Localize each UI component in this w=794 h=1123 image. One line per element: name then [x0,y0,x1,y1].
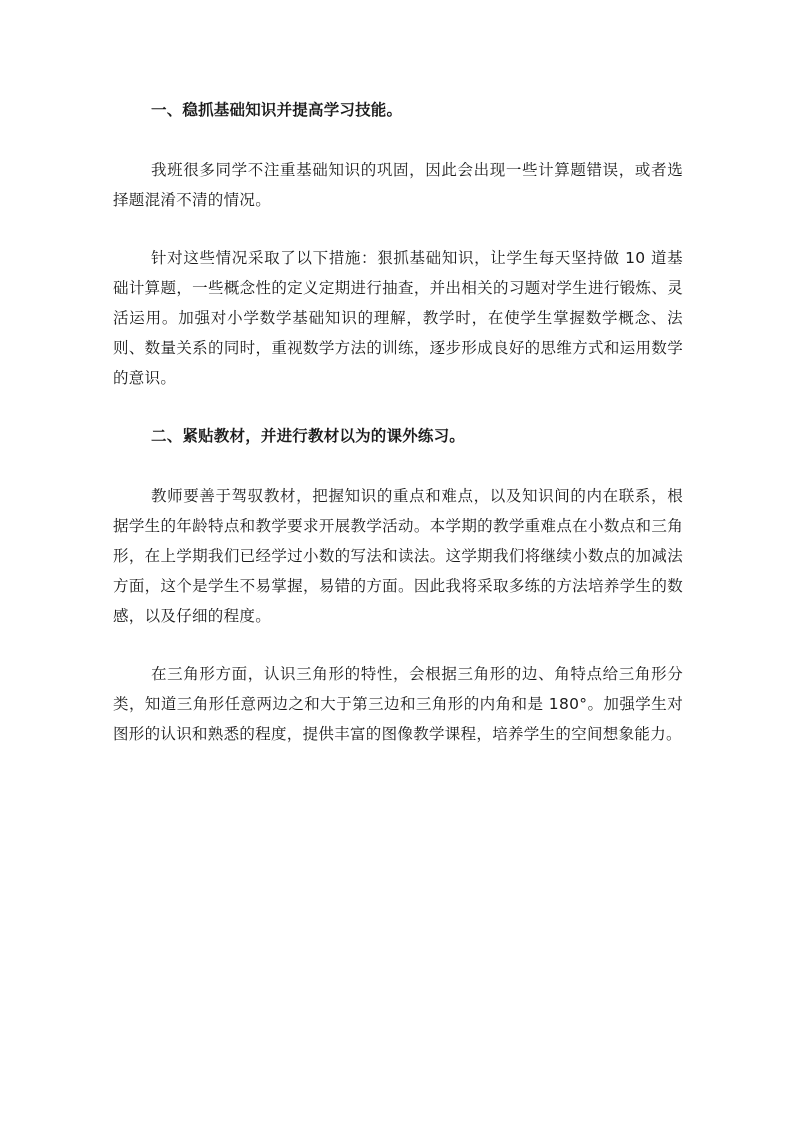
spacer [113,215,683,243]
document-body [113,95,683,749]
section-2-heading: 二、紧贴教材，并进行教材以为的课外练习。 [151,427,466,445]
spacer [113,451,683,481]
section-1-paragraph-2: 针对这些情况采取了以下措施：狠抓基础知识，让学生每天坚持做 10 道基础计算题，一些概念性的定义定期进行抽查，并出相关的习题对学生进行锻炼、灵活运用。加强对小学数学基础知识的理解，教学时，在使学生掌握数学概念、法则、数量关系的同时，重视数学方法的训练，逐步形成良好的思维方式和运用数学的意识。 [113,249,683,387]
spacer [113,631,683,659]
section-1-paragraph-1: 我班很多同学不注重基础知识的巩固，因此会出现一些计算题错误，或者选择题混淆不清的情况。 [113,161,683,209]
spacer [113,125,683,155]
spacer [113,393,683,421]
section-1-heading: 一、稳抓基础知识并提高学习技能。 [151,101,403,119]
section-2-paragraph-2: 在三角形方面，认识三角形的特性，会根据三角形的边、角特点给三角形分类，知道三角形任意两边之和大于第三边和三角形的内角和是 180°。加强学生对图形的认识和熟悉的程度，提供丰富的图像教学课程，培养学生的空间想象能力。 [113,665,683,743]
section-2-paragraph-1: 教师要善于驾驭教材，把握知识的重点和难点，以及知识间的内在联系，根据学生的年龄特点和教学要求开展教学活动。本学期的教学重难点在小数点和三角形，在上学期我们已经学过小数的写法和读法。这学期我们将继续小数点的加减法方面，这个是学生不易掌握，易错的方面。因此我将采取多练的方法培养学生的数感，以及仔细的程度。 [113,487,683,625]
